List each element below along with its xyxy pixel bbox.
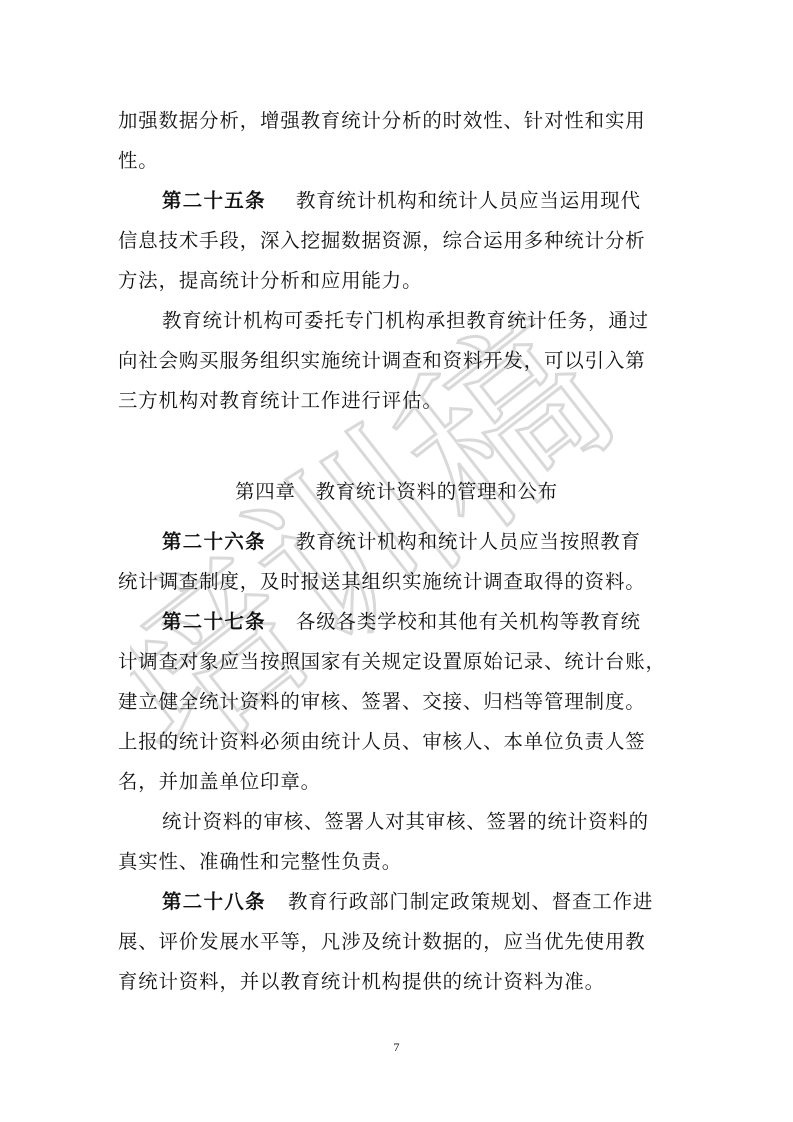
paragraph-line: 真实性、准确性和完整性负责。 [118,850,403,873]
article-28 [162,884,653,920]
chapter-heading [0,474,793,510]
paragraph-line: 展、评价发展水平等，凡涉及统计数据的，应当优先使用教 [118,930,646,953]
article-26 [162,524,641,560]
article-27 [162,604,641,640]
article-text: 教育行政部门制定政策规划、督查工作进 [287,890,654,913]
paragraph-line: 信息技术手段，深入挖掘数据资源，综合运用多种统计分析 [118,229,646,252]
paragraph-line: 计调查对象应当按照国家有关规定设置原始记录、统计台账， [118,650,666,673]
paragraph-line: 性。 [118,149,159,172]
article-title: 第二十六条 [162,530,266,553]
article-25 [162,183,641,219]
article-title: 第二十七条 [162,610,266,633]
paragraph-line: 名，并加盖单位印章。 [118,770,321,793]
article-text: 教育统计机构和统计人员应当按照教育 [295,530,641,553]
chapter-number: 第四章 [235,480,296,503]
article-text: 教育统计机构和统计人员应当运用现代 [295,189,641,212]
watermark-text: 培训稿 [130,300,647,800]
paragraph-line: 教育统计机构可委托专门机构承担教育统计任务，通过 [162,309,649,332]
page-number: 7 [393,1040,400,1054]
article-title: 第二十五条 [162,189,266,212]
article-title: 第二十八条 [162,890,266,913]
paragraph-line: 建立健全统计资料的审核、签署、交接、归档等管理制度。 [118,690,646,713]
paragraph-line: 方法，提高统计分析和应用能力。 [118,269,423,292]
paragraph-line: 统计资料的审核、签署人对其审核、签署的统计资料的 [162,810,649,833]
article-text: 各级各类学校和其他有关机构等教育统 [295,610,641,633]
paragraph-line: 向社会购买服务组织实施统计调查和资料开发，可以引入第 [118,349,646,372]
paragraph-line: 育统计资料，并以教育统计机构提供的统计资料为准。 [118,970,605,993]
paragraph-line: 加强数据分析，增强教育统计分析的时效性、针对性和实用 [118,109,646,132]
paragraph-line: 统计调查制度，及时报送其组织实施统计调查取得的资料。 [118,570,646,593]
paragraph-line: 三方机构对教育统计工作进行评估。 [118,389,443,412]
chapter-title: 教育统计资料的管理和公布 [315,480,558,503]
paragraph-line: 上报的统计资料必须由统计人员、审核人、本单位负责人签 [118,730,646,753]
